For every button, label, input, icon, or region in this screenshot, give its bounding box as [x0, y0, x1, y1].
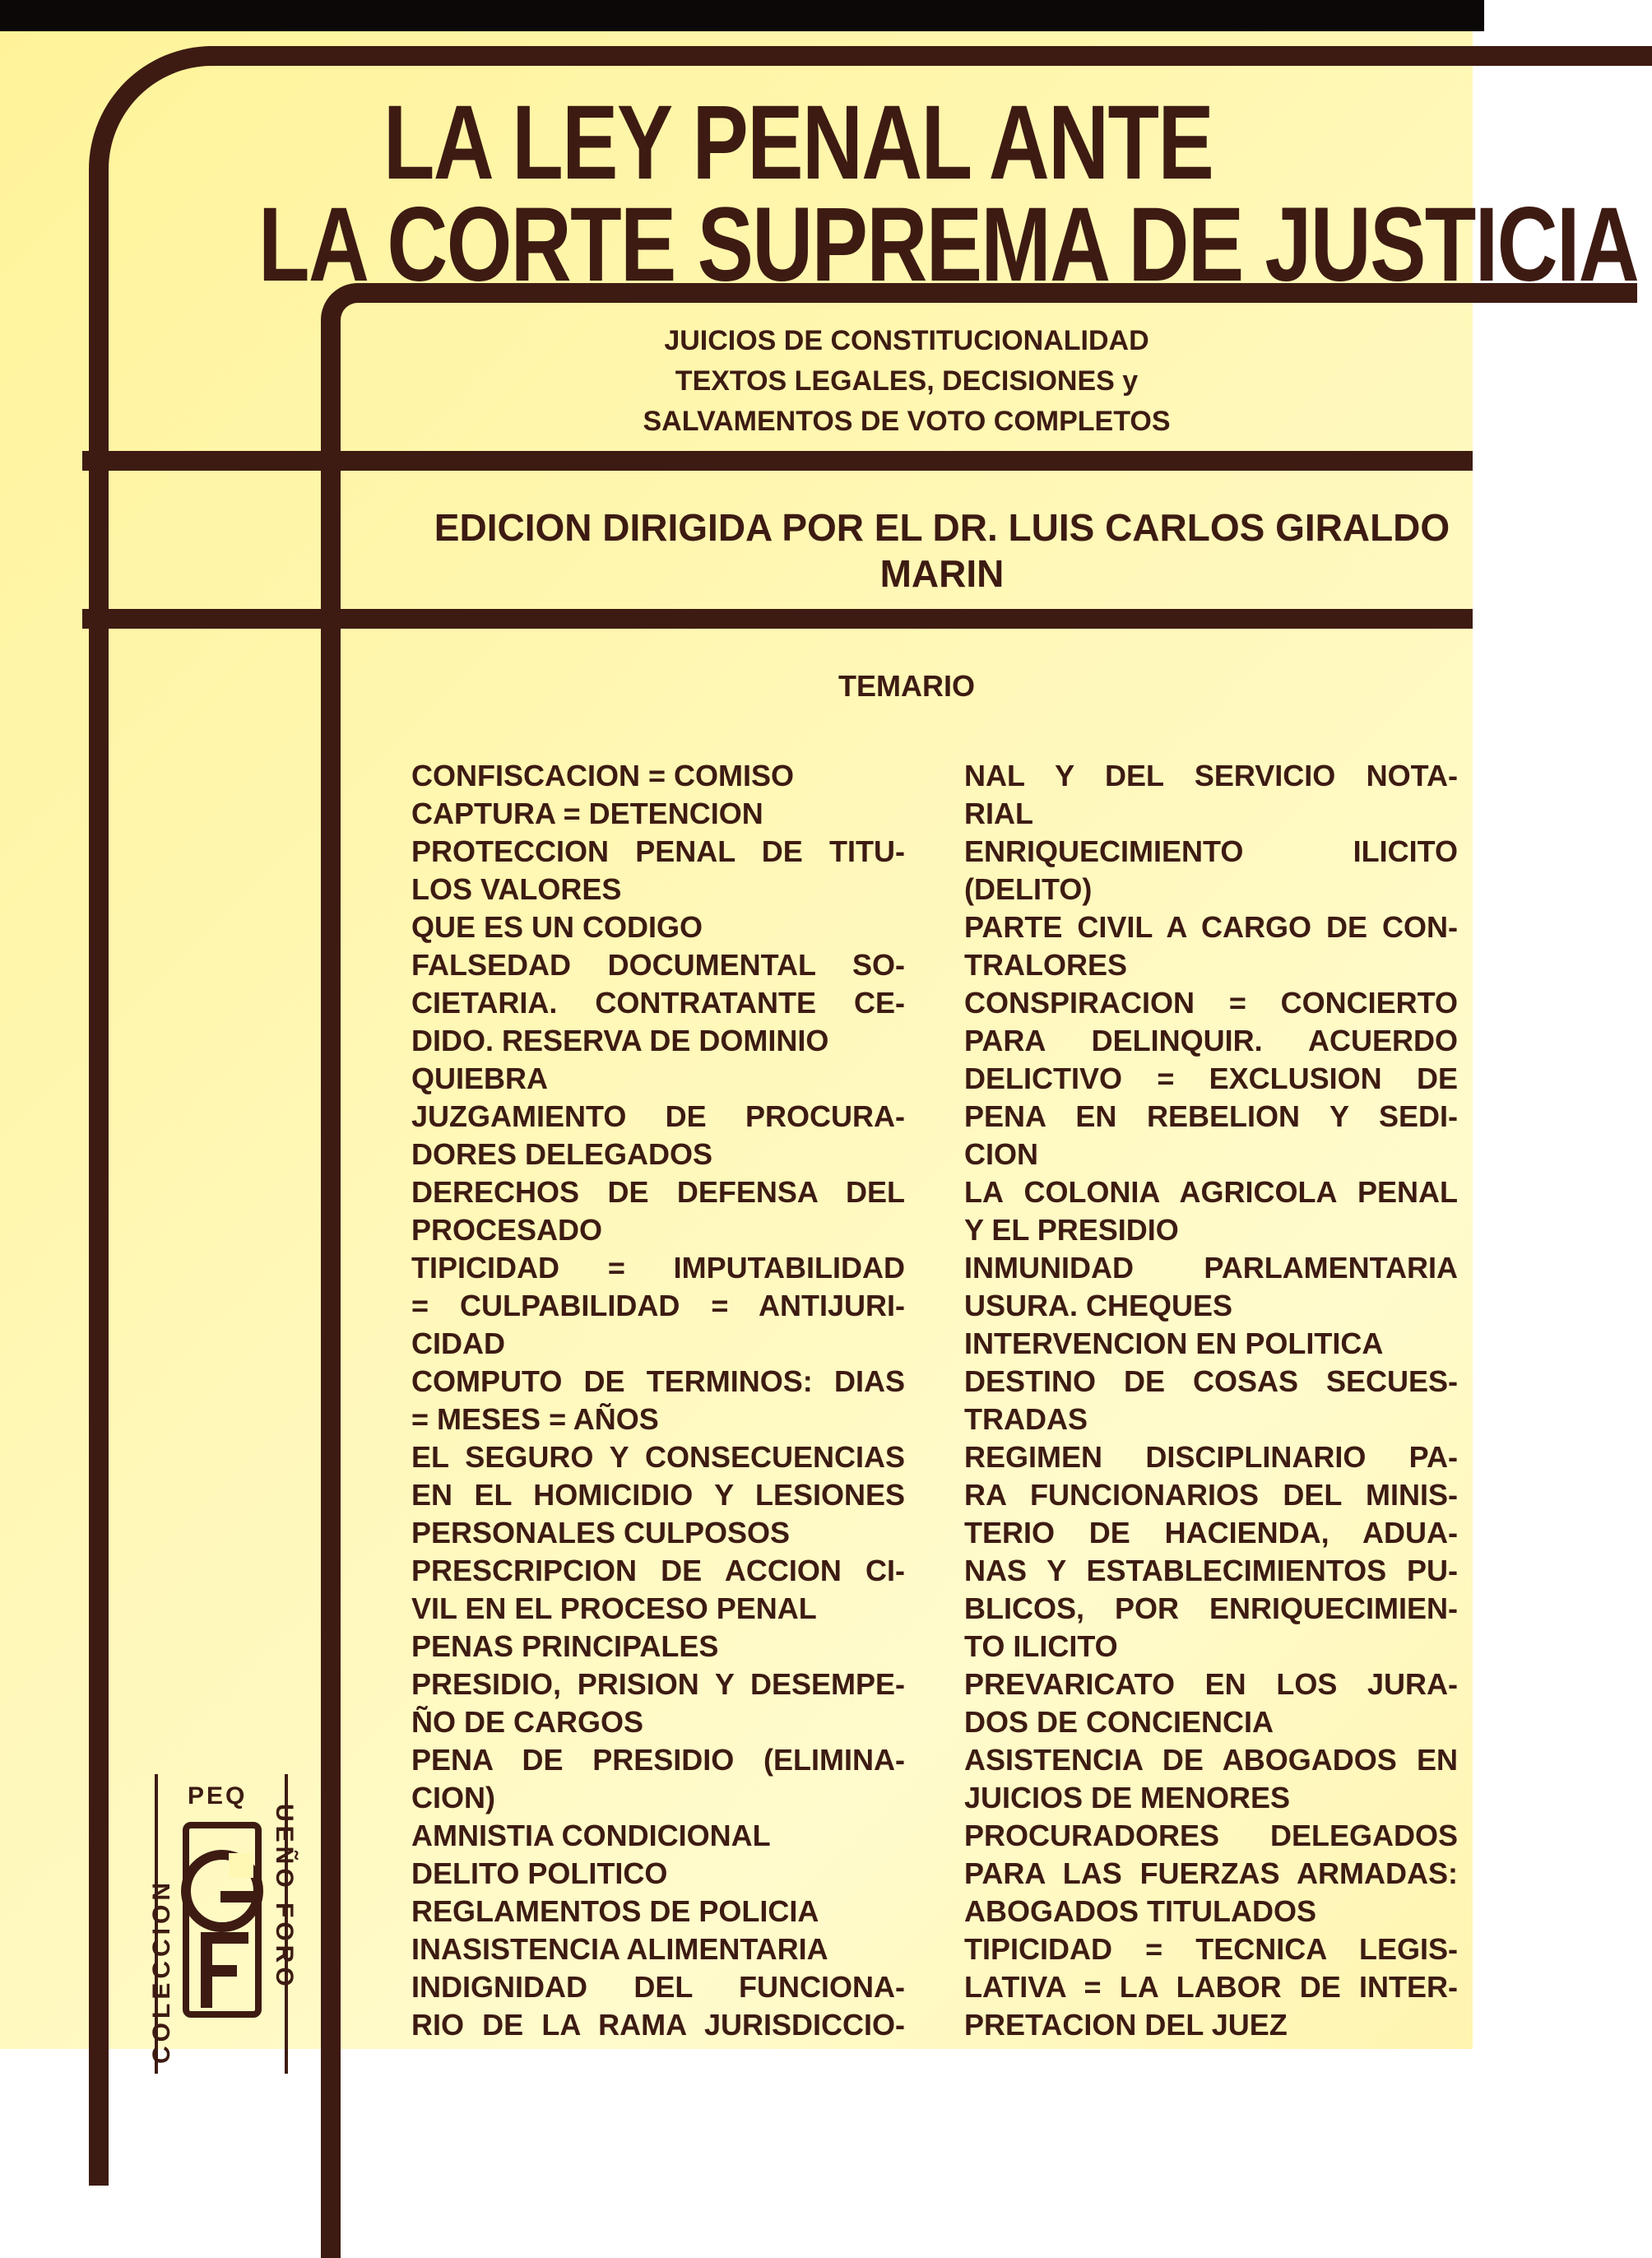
temario-line: DOS DE CONCIENCIA: [964, 1705, 1274, 1739]
temario-line: PENA EN REBELION Y SEDI-: [964, 1099, 1458, 1133]
divider-bar-upper: [82, 451, 1473, 471]
temario-line: QUE ES UN CODIGO: [411, 910, 703, 944]
temario-line: ÑO DE CARGOS: [411, 1705, 644, 1739]
temario-line: LA COLONIA AGRICOLA PENAL: [964, 1175, 1458, 1209]
temario-line: RIAL: [964, 797, 1033, 830]
temario-line: CION): [411, 1781, 495, 1814]
temario-line: CAPTURA = DETENCION: [411, 797, 763, 830]
temario-line: PARA DELINQUIR. ACUERDO: [964, 1024, 1458, 1057]
editor-line-1: EDICION DIRIGIDA POR EL DR. LUIS CARLOS GIRALDO: [434, 506, 1450, 549]
temario-line: REGIMEN DISCIPLINARIO PA-: [964, 1440, 1458, 1474]
editor-line-2: MARIN: [879, 552, 1005, 595]
gf-monogram-icon: [186, 1825, 258, 2014]
temario-line: RIO DE LA RAMA JURISDICCIO-: [411, 2008, 905, 2042]
temario-line: QUIEBRA: [411, 1062, 549, 1095]
temario-line: TRADAS: [964, 1402, 1088, 1436]
temario-line: PRESCRIPCION DE ACCION CI-: [411, 1554, 905, 1587]
temario-line: DESTINO DE COSAS SECUES-: [964, 1364, 1458, 1398]
subtitle-line-2: TEXTOS LEGALES, DECISIONES y: [675, 365, 1139, 397]
temario-line: PERSONALES CULPOSOS: [411, 1516, 791, 1549]
temario-line: VIL EN EL PROCESO PENAL: [411, 1591, 817, 1625]
temario-line: JUZGAMIENTO DE PROCURA-: [411, 1099, 905, 1133]
temario-line: PREVARICATO EN LOS JURA-: [964, 1667, 1458, 1701]
temario-line: DELITO POLITICO: [411, 1856, 668, 1890]
temario-line: TRALORES: [964, 948, 1127, 982]
temario-heading: TEMARIO: [838, 669, 975, 703]
temario-line: EN EL HOMICIDIO Y LESIONES: [411, 1478, 905, 1512]
temario-line: ABOGADOS TITULADOS: [964, 1894, 1316, 1928]
top-black-band: [0, 0, 1484, 31]
temario-line: PROTECCION PENAL DE TITU-: [411, 834, 905, 868]
temario-line: ENRIQUECIMIENTO ILICITO: [964, 834, 1458, 868]
logo-text-coleccion: COLECCION: [148, 1879, 175, 2064]
temario-line: NAS Y ESTABLECIMIENTOS PU-: [964, 1554, 1458, 1587]
temario-line: REGLAMENTOS DE POLICIA: [411, 1894, 819, 1928]
temario-line: TO ILICITO: [964, 1629, 1118, 1663]
temario-line: EL SEGURO Y CONSECUENCIAS: [411, 1440, 905, 1474]
temario-line: TIPICIDAD = IMPUTABILIDAD: [411, 1251, 905, 1285]
temario-line: INTERVENCION EN POLITICA: [964, 1326, 1384, 1360]
temario-line: FALSEDAD DOCUMENTAL SO-: [411, 948, 905, 982]
temario-line: CION: [964, 1137, 1038, 1171]
temario-line: = CULPABILIDAD = ANTIJURI-: [411, 1289, 905, 1322]
temario-line: PROCURADORES DELEGADOS: [964, 1819, 1458, 1852]
temario-line: PARTE CIVIL A CARGO DE CON-: [964, 910, 1458, 944]
temario-line: CIETARIA. CONTRATANTE CE-: [411, 986, 905, 1020]
temario-line: Y EL PRESIDIO: [964, 1213, 1179, 1247]
cover-subtitle: [341, 321, 1473, 442]
temario-line: DIDO. RESERVA DE DOMINIO: [411, 1024, 829, 1057]
temario-line: TIPICIDAD = TECNICA LEGIS-: [964, 1932, 1458, 1966]
temario-line: RA FUNCIONARIOS DEL MINIS-: [964, 1478, 1458, 1512]
temario-line: CONSPIRACION = CONCIERTO: [964, 986, 1458, 1020]
cover-title: [123, 84, 1639, 304]
divider-bar-lower: [82, 609, 1473, 629]
temario-line: PENAS PRINCIPALES: [411, 1629, 719, 1663]
temario-line: DERECHOS DE DEFENSA DEL: [411, 1175, 905, 1209]
temario-line: INDIGNIDAD DEL FUNCIONA-: [411, 1970, 905, 2004]
temario-left-column: [411, 757, 905, 2044]
temario-line: LOS VALORES: [411, 872, 622, 906]
coleccion-pequeno-foro-logo: [140, 1768, 304, 2080]
temario-line: CIDAD: [411, 1326, 505, 1360]
logo-text-peq: PEQ: [188, 1782, 248, 1810]
subtitle-line-1: JUICIOS DE CONSTITUCIONALIDAD: [664, 325, 1149, 356]
book-cover: [0, 31, 1639, 2064]
temario-line: DORES DELEGADOS: [411, 1137, 713, 1171]
temario-line: PENA DE PRESIDIO (ELIMINA-: [411, 1743, 905, 1777]
temario-line: INMUNIDAD PARLAMENTARIA: [964, 1251, 1458, 1285]
temario-line: AMNISTIA CONDICIONAL: [411, 1819, 771, 1852]
temario-line: BLICOS, POR ENRIQUECIMIEN-: [964, 1591, 1458, 1625]
temario-line: = MESES = AÑOS: [411, 1402, 659, 1436]
temario-line: LATIVA = LA LABOR DE INTER-: [964, 1970, 1458, 2004]
temario-line: NAL Y DEL SERVICIO NOTA-: [964, 759, 1458, 792]
temario-right-column: [964, 757, 1458, 2044]
temario-line: INASISTENCIA ALIMENTARIA: [411, 1932, 828, 1966]
editor-credit: [411, 504, 1473, 597]
temario-line: ASISTENCIA DE ABOGADOS EN: [964, 1743, 1458, 1777]
cover-title-line-1: LA LEY PENAL ANTE: [383, 84, 1213, 202]
temario-line: PRESIDIO, PRISION Y DESEMPE-: [411, 1667, 905, 1701]
temario-line: DELICTIVO = EXCLUSION DE: [964, 1062, 1458, 1095]
temario-line: (DELITO): [964, 872, 1093, 906]
temario-line: PROCESADO: [411, 1213, 603, 1247]
temario-line: JUICIOS DE MENORES: [964, 1781, 1291, 1814]
temario-line: COMPUTO DE TERMINOS: DIAS: [411, 1364, 905, 1398]
temario-line: PRETACION DEL JUEZ: [964, 2008, 1288, 2042]
subtitle-line-3: SALVAMENTOS DE VOTO COMPLETOS: [643, 406, 1171, 437]
temario-line: USURA. CHEQUES: [964, 1289, 1233, 1322]
cover-title-line-2: LA CORTE SUPREMA DE JUSTICIA: [258, 186, 1639, 304]
temario-line: PARA LAS FUERZAS ARMADAS:: [964, 1856, 1458, 1890]
temario-line: CONFISCACION = COMISO: [411, 759, 795, 792]
temario-line: TERIO DE HACIENDA, ADUA-: [964, 1516, 1458, 1549]
logo-text-ueno-foro: UEÑO FORO: [271, 1804, 298, 1991]
